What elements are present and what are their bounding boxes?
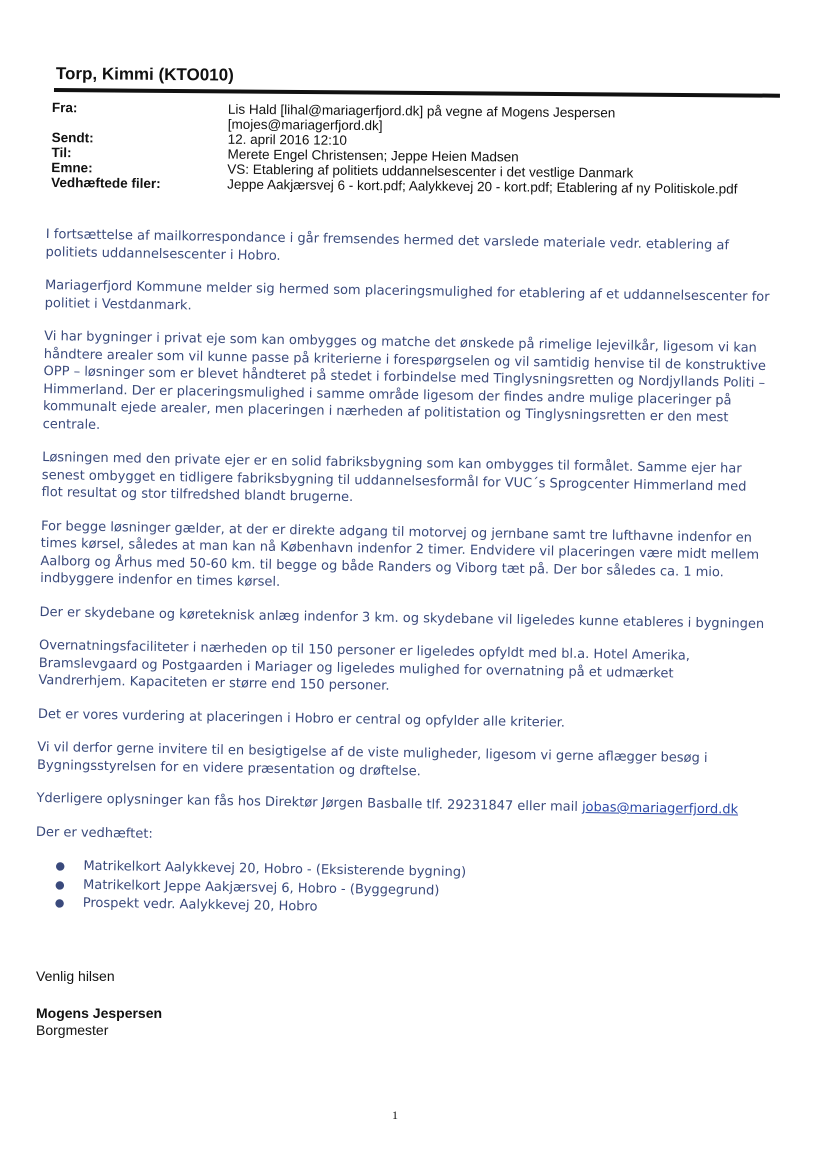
header-label: Til: (51, 144, 72, 161)
body-paragraph: Løsningen med den private ejer er en solid fabriksbygning som kan ombygges til formålet. Samme ejer har senest ombygget en tidligere fabriksbygning til uddannelsesformål for VUC´s Sprogcenter Himmerland med flot resultat og stor tilfredshed blandt brugerne. (41, 449, 747, 506)
email-header (51, 100, 782, 197)
contact-paragraph (36, 790, 761, 820)
header-label: Sendt: (51, 129, 94, 146)
body-paragraph: For begge løsninger gælder, at der er direkte adgang til motorvej og jernbane samt tre lufthavne indenfor en times kørsel, således at man kan nå København indenfor 2 timer. Endvidere vil placeringen være midt mellem Aalborg og Århus med 50-60 km. til begge og både Randers og Viborg tæt på. Der bor således ca. 1 mio. indbyggere indenfor en times kørsel. (40, 518, 760, 590)
closing-greeting: Venlig hilsen (36, 968, 115, 984)
attachments-list (35, 857, 761, 925)
contact-email-link[interactable]: jobas@mariagerfjord.dk (581, 799, 739, 818)
email-body (35, 226, 771, 924)
body-paragraph: Det er vores vurdering at placeringen i Hobro er central og opfylder alle kriterier. (37, 706, 566, 731)
body-paragraph: Der er skydebane og køreteknisk anlæg indenfor 3 km. og skydebane vil ligeledes kunne etableres i bygningen (39, 604, 765, 632)
contact-text: Yderligere oplysninger kan fås hos Direktør Jørgen Basballe tlf. 29231847 eller mail (36, 790, 583, 815)
header-label: Fra: (51, 100, 78, 116)
body-paragraph: Mariagerfjord Kommune melder sig hermed som placeringsmulighed for etablering af et uddannelsescenter for politiet i Vestdanmark. (44, 277, 770, 313)
page-number: 1 (392, 1108, 398, 1122)
header-value: Lis Hald [lihal@mariagerfjord.dk] på vegne af Mogens Jespersen (227, 101, 616, 121)
header-label: Vedhæftede filer: (51, 174, 161, 192)
header-value: VS: Etablering af politiets uddannelsescenter i det vestlige Danmark (227, 161, 634, 181)
attachments-intro: Der er vedhæftet: (35, 824, 153, 842)
body-paragraph: Vi har bygninger i privat eje som kan ombygges og matche det ønskede på rimelige lejevilkår, ligesom vi kan håndtere arealer som vil kunne passe på kriterierne i forespørgselen og vil samtidig henvise til de konstruktive OPP – løsninger som er blevet håndteret på stedet i forbindelse med Tinglysningsretten og Nordjyllands Politi – Himmerland. Der er placeringsmulighed i samme område ligesom der findes andre mulige placeringer på kommunalt ejede arealer, men placeringen i nærheden af politistation og Tinglysningsretten er den mest centrale. (42, 328, 767, 433)
attachment-label: Prospekt vedr. Aalykkevej 20, Hobro (82, 895, 318, 915)
attachment-label: Matrikelkort Aalykkevej 20, Hobro - (Eksisterende bygning) (83, 858, 467, 881)
header-value: Jeppe Aakjærsvej 6 - kort.pdf; Aalykkevej 20 - kort.pdf; Etablering af ny Politiskole.pdf (227, 176, 738, 197)
signer-name: Mogens Jespersen (36, 1005, 163, 1021)
sender-name: Torp, Kimmi (KTO010) (55, 64, 234, 85)
body-paragraph: Vi vil derfor gerne invitere til en besigtigelse af de viste muligheder, ligesom vi gerne aflægger besøg i Bygningsstyrelsen for en videre præsentation og drøftelse. (36, 739, 708, 779)
header-value: 12. april 2016 12:10 (227, 131, 348, 148)
signer-title: Borgmester (36, 1022, 109, 1038)
attachment-label: Matrikelkort Jeppe Aakjærsvej 6, Hobro - (Byggegrund) (82, 877, 440, 899)
header-rule (54, 88, 780, 98)
bullet-icon: ● (54, 877, 65, 891)
header-value: [mojes@mariagerfjord.dk] (227, 116, 383, 134)
bullet-icon: ● (55, 859, 66, 873)
body-paragraph: Overnatningsfaciliteter i nærheden op til 150 personer er ligeledes opfyldt med bl.a. Hotel Amerika, Bramslevgaard og Postgaarden i Mariager og ligeledes mulighed for overnatning på et udmærket Vandrerhjem. Kapaciteten er større end 150 personer. (38, 637, 691, 694)
header-label: Emne: (51, 159, 93, 176)
bullet-icon: ● (54, 896, 65, 910)
signature-block (36, 968, 436, 1039)
body-paragraph: I fortsættelse af mailkorrespondance i går fremsendes hermed det varslede materiale vedr. etablering af politiets uddannelsescenter i Hobro. (45, 226, 730, 264)
header-label (52, 115, 228, 132)
header-value: Merete Engel Christensen; Jeppe Heien Madsen (227, 146, 519, 165)
